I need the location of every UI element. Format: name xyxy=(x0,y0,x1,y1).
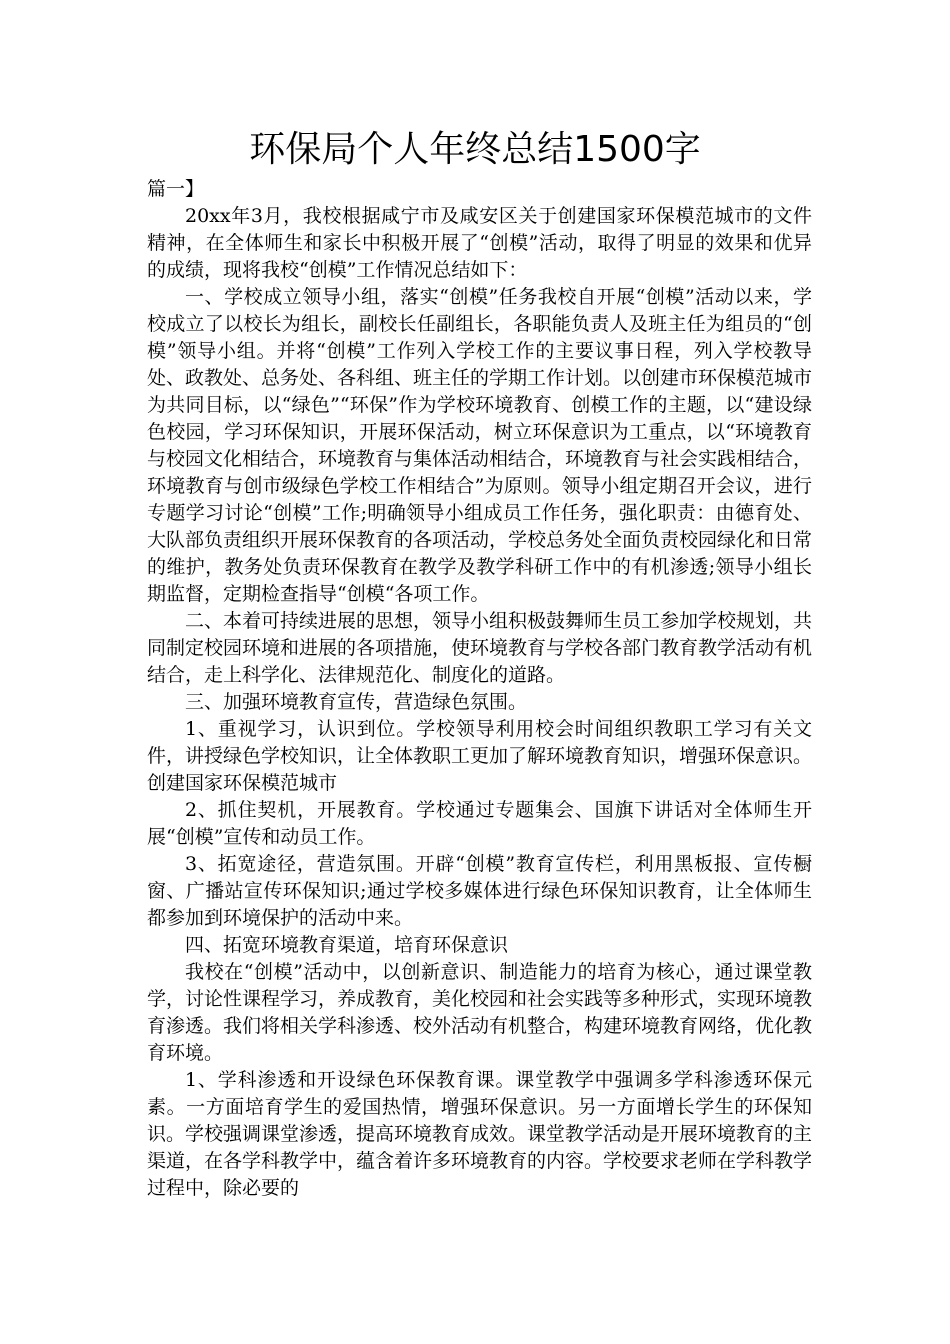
paragraph-section-4-heading: 四、拓宽环境教育渠道，培育环保意识 xyxy=(185,934,509,956)
paragraph-section-3-item-1: 1、重视学习，认识到位。学校领导利用校会时间组织教职工学习有关文件，讲授绿色学校知识，让全体教职工更加了解环境教育知识，增强环保意识。创建国家环保模范城市 xyxy=(147,718,813,794)
document-body xyxy=(147,176,812,1202)
paragraph-section-2: 二、本着可持续进展的思想，领导小组积极鼓舞师生员工参加学校规划，共同制定校园环境和进展的各项措施，使环境教育与学校各部门教育教学活动有机结合，走上科学化、法律规范化、制度化的道路。 xyxy=(147,610,813,686)
document-title: 环保局个人年终总结1500字 xyxy=(249,129,701,170)
paragraph-section-1: 一、学校成立领导小组，落实“创模”任务我校自开展“创模”活动以来，学校成立了以校长为组长，副校长任副组长，各职能负责人及班主任为组员的“创模”领导小组。并将“创模”工作列入学校工作的主要议事日程，列入学校教导处、政教处、总务处、各科组、班主任的学期工作计划。以创建市环保模范城市为共同目标，以“绿色”“环保”作为学校环境教育、创模工作的主题，以“建设绿色校园，学习环保知识，开展环保活动，树立环保意识为工重点，以“环境教育与校园文化相结合，环境教育与集体活动相结合，环境教育与社会实践相结合，环境教育与创市级绿色学校工作相结合”为原则。领导小组定期召开会议，进行专题学习讨论“创模”工作;明确领导小组成员工作任务，强化职责：由德育处、大队部负责组织开展环保教育的各项活动，学校总务处全面负责校园绿化和日常的维护，教务处负责环保教育在教学及教学科研工作中的有机渗透;领导小组长期监督，定期检查指导“创模“各项工作。 xyxy=(147,286,813,605)
paragraph-section-3-item-2: 2、抓住契机，开展教育。学校通过专题集会、国旗下讲话对全体师生开展“创模”宣传和动员工作。 xyxy=(147,799,812,848)
paragraph-intro: 20xx年3月，我校根据咸宁市及咸安区关于创建国家环保模范城市的文件精神，在全体师生和家长中积极开展了“创模”活动，取得了明显的效果和优异的成绩，现将我校“创模”工作情况总结如下： xyxy=(147,205,812,281)
paragraph-section-3-heading: 三、加强环境教育宣传，营造绿色氛围。 xyxy=(185,691,528,713)
paragraph-section-3-item-3: 3、拓宽途径，营造氛围。开辟“创模”教育宣传栏，利用黑板报、宣传橱窗、广播站宣传环保知识;通过学校多媒体进行绿色环保知识教育，让全体师生都参加到环境保护的活动中来。 xyxy=(147,853,812,929)
paragraph-section-4-body: 我校在“创模”活动中，以创新意识、制造能力的培育为核心，通过课堂教学，讨论性课程学习，养成教育，美化校园和社会实践等多种形式，实现环境教育渗透。我们将相关学科渗透、校外活动有机整合，构建环境教育网络，优化教育环境。 xyxy=(147,961,813,1064)
section-label: 篇一】 xyxy=(147,178,205,200)
paragraph-section-4-item-1: 1、学科渗透和开设绿色环保教育课。课堂教学中强调多学科渗透环保元素。一方面培育学生的爱国热情，增强环保意识。另一方面增长学生的环保知识。学校强调课堂渗透，提高环境教育成效。课堂教学活动是开展环境教育的主渠道，在各学科教学中，蕴含着许多环境教育的内容。学校要求老师在学科教学过程中，除必要的 xyxy=(147,1069,813,1199)
